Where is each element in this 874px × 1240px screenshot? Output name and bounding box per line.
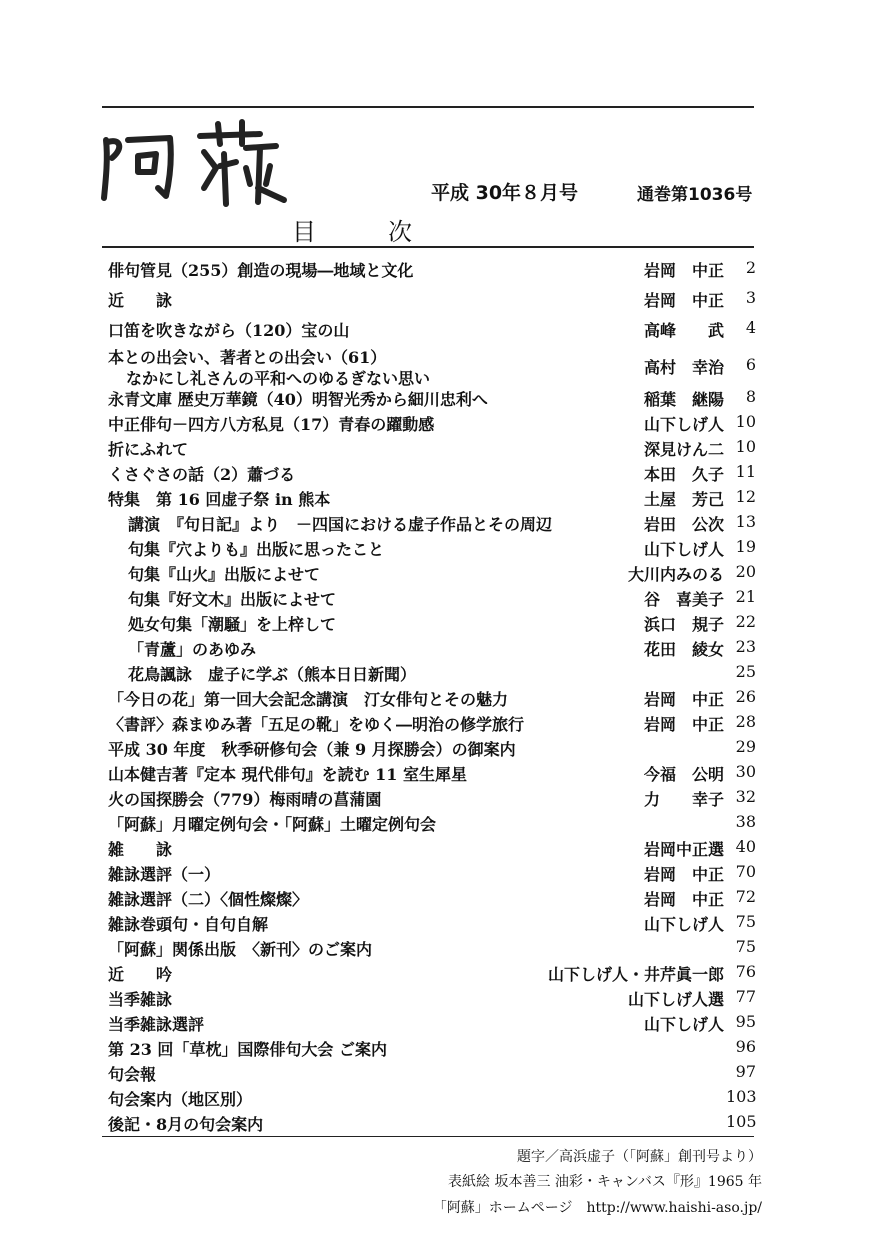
toc-title: 永青文庫 歴史万華鏡（40）明智光秀から細川忠利へ: [108, 390, 488, 409]
toc-entry: [0, 987, 874, 1011]
toc-title: くさぐさの話（2）蕭づる: [108, 465, 296, 484]
toc-page-number: 25: [735, 662, 756, 681]
toc-entry: [0, 562, 874, 586]
toc-page-number: 29: [735, 737, 756, 756]
toc-entry: [0, 288, 874, 312]
toc-author: 今福 公明: [643, 765, 724, 784]
issue-number: 通巻第1036号: [637, 185, 753, 205]
toc-entry: [0, 837, 874, 861]
journal-logo-calligraphy: [100, 118, 290, 210]
toc-page-number: 13: [735, 512, 756, 531]
toc-page-number: 2: [745, 258, 756, 277]
toc-author: 山下しげ人選: [627, 990, 724, 1009]
toc-page-number: 75: [735, 912, 756, 931]
toc-page-number: 11: [735, 462, 756, 481]
toc-page-number: 95: [735, 1012, 756, 1031]
toc-title: 「阿蘇」関係出版 〈新刊〉のご案内: [108, 940, 373, 959]
toc-title: 句会案内（地区別）: [108, 1090, 253, 1109]
toc-entry: [0, 637, 874, 661]
toc-entry: [0, 787, 874, 811]
toc-title: 後記・8月の句会案内: [108, 1115, 264, 1134]
toc-entry: [0, 1112, 874, 1136]
toc-author: 山下しげ人・井芹眞一郎: [547, 965, 724, 984]
toc-author: 高峰 武: [643, 321, 724, 340]
toc-author: 岩岡 中正: [643, 291, 724, 310]
toc-page-number: 30: [735, 762, 756, 781]
toc-page-number: 22: [735, 612, 756, 631]
toc-page-number: 3: [745, 288, 756, 307]
toc-title: 特集 第 16 回虚子祭 in 熊本: [108, 490, 331, 509]
toc-entry: [0, 887, 874, 911]
toc-page-number: 21: [735, 587, 756, 606]
issue-date: 平成 30年８月号: [431, 182, 579, 204]
toc-title: 講演 『句日記』より －四国における虚子作品とその周辺: [128, 515, 553, 534]
toc-entry: [0, 937, 874, 961]
toc-page-number: 4: [745, 318, 756, 337]
toc-author: 岩岡 中正: [643, 890, 724, 909]
toc-title: 第 23 回「草枕」国際俳句大会 ご案内: [108, 1040, 387, 1059]
toc-title: 俳句管見（255）創造の現場―地域と文化: [108, 261, 414, 280]
toc-author: 谷 喜美子: [643, 590, 724, 609]
toc-page-number: 103: [726, 1087, 757, 1106]
toc-author: 山下しげ人: [643, 915, 724, 934]
toc-title: 句集『好文木』出版によせて: [128, 590, 337, 609]
toc-entry: [0, 318, 874, 342]
toc-title: 句集『穴よりも』出版に思ったこと: [128, 540, 385, 559]
toc-title: 〈書評〉森まゆみ著「五足の靴」をゆく―明治の修学旅行: [108, 715, 525, 734]
toc-entry: [0, 1037, 874, 1061]
toc-author: 岩岡 中正: [643, 690, 724, 709]
toc-author: 岩岡 中正: [643, 715, 724, 734]
toc-page-number: 6: [745, 355, 756, 374]
toc-page-number: 97: [735, 1062, 756, 1081]
calligraphy-credit: 題字／高浜虚子（「阿蘇」創刊号より）: [517, 1149, 762, 1165]
toc-title: 「阿蘇」月曜定例句会・「阿蘇」土曜定例句会: [108, 815, 437, 834]
toc-entry: [0, 912, 874, 936]
bottom-rule: [102, 1136, 754, 1137]
toc-author: 稲葉 継陽: [643, 390, 724, 409]
toc-entry: [0, 1012, 874, 1036]
toc-author: 岩岡中正選: [643, 840, 724, 859]
toc-title: 折にふれて: [108, 440, 189, 459]
toc-author: 山下しげ人: [643, 415, 724, 434]
toc-title: 雑詠選評（二）〈個性燦燦〉: [108, 890, 309, 909]
website-credit: 「阿蘇」ホームページ http://www.haishi-aso.jp/: [432, 1200, 762, 1216]
toc-author: 花田 綾女: [643, 640, 724, 659]
toc-entry: [0, 662, 874, 686]
contents-rule: [102, 246, 754, 248]
toc-author: 力 幸子: [643, 790, 724, 809]
toc-title: 火の国探勝会（779）梅雨晴の菖蒲園: [108, 790, 382, 809]
toc-title: 当季雑詠: [108, 990, 173, 1009]
toc-author: 深見けん二: [643, 440, 724, 459]
toc-entry: [0, 762, 874, 786]
toc-subtitle: なかにし礼さんの平和へのゆるぎない思い: [126, 369, 431, 388]
toc-title: 中正俳句－四方八方私見（17）青春の躍動感: [108, 415, 435, 434]
toc-page-number: 10: [735, 412, 756, 431]
toc-entry: [0, 537, 874, 561]
toc-page-number: 75: [735, 937, 756, 956]
toc-title: 平成 30 年度 秋季研修句会（兼 9 月探勝会）の御案内: [108, 740, 516, 759]
toc-page-number: 23: [735, 637, 756, 656]
journal-logo: [100, 118, 290, 210]
toc-title: 本との出会い、著者との出会い（61）: [108, 348, 387, 367]
toc-page-number: 70: [735, 862, 756, 881]
toc-title: 句会報: [108, 1065, 157, 1084]
toc-entry: [0, 387, 874, 411]
toc-title: 口笛を吹きながら（120）宝の山: [108, 321, 350, 340]
toc-title: 花鳥諷詠 虚子に学ぶ（熊本日日新聞）: [128, 665, 417, 684]
toc-entry: [0, 412, 874, 436]
toc-page-number: 38: [735, 812, 756, 831]
toc-page-number: 10: [735, 437, 756, 456]
toc-title: 「青蘆」のあゆみ: [128, 640, 257, 659]
toc-entry: [0, 587, 874, 611]
toc-entry: [0, 862, 874, 886]
toc-entry: [0, 1087, 874, 1111]
toc-entry: [0, 1062, 874, 1086]
toc-entry: [0, 258, 874, 282]
toc-author: 本田 久子: [643, 465, 724, 484]
toc-entry: [0, 712, 874, 736]
toc-entry: [0, 487, 874, 511]
toc-author: 土屋 芳己: [643, 490, 724, 509]
toc-page-number: 12: [735, 487, 756, 506]
toc-title: 句集『山火』出版によせて: [128, 565, 321, 584]
toc-title: 山本健吉著『定本 現代俳句』を読む 11 室生犀星: [108, 765, 467, 784]
toc-page-number: 20: [735, 562, 756, 581]
toc-entry: [0, 737, 874, 761]
toc-author: 岩田 公次: [643, 515, 724, 534]
toc-page-number: 32: [735, 787, 756, 806]
toc-entry: [0, 612, 874, 636]
toc-title: 当季雑詠選評: [108, 1015, 205, 1034]
toc-author: 大川内みのる: [627, 565, 724, 584]
toc-title: 近 詠: [108, 291, 173, 310]
toc-entry: [0, 962, 874, 986]
toc-title: 「今日の花」第一回大会記念講演 汀女俳句とその魅力: [108, 690, 509, 709]
toc-title: 雑 詠: [108, 840, 173, 859]
toc-title: 雑詠巻頭句・自句自解: [108, 915, 269, 934]
toc-entry: [0, 812, 874, 836]
toc-entry: [0, 345, 874, 388]
toc-page-number: 76: [735, 962, 756, 981]
toc-entry: [0, 437, 874, 461]
toc-author: 高村 幸治: [643, 358, 724, 377]
toc-title: 近 吟: [108, 965, 173, 984]
toc-page-number: 28: [735, 712, 756, 731]
contents-heading: 目 次: [292, 218, 436, 246]
toc-author: 岩岡 中正: [643, 261, 724, 280]
top-rule: [102, 106, 754, 108]
toc-title: 処女句集「潮騒」を上梓して: [128, 615, 337, 634]
toc-page-number: 40: [735, 837, 756, 856]
toc-page-number: 72: [735, 887, 756, 906]
toc-page-number: 77: [735, 987, 756, 1006]
toc-page-number: 8: [745, 387, 756, 406]
toc-page-number: 26: [735, 687, 756, 706]
toc-page-number: 96: [735, 1037, 756, 1056]
toc-entry: [0, 512, 874, 536]
toc-author: 山下しげ人: [643, 1015, 724, 1034]
toc-author: 岩岡 中正: [643, 865, 724, 884]
cover-credit: 表紙絵 坂本善三 油彩・キャンバス『形』1965 年: [448, 1174, 762, 1190]
toc-page-number: 19: [735, 537, 756, 556]
toc-author: 山下しげ人: [643, 540, 724, 559]
toc-entry: [0, 462, 874, 486]
toc-title: 雑詠選評（一）: [108, 865, 221, 884]
toc-author: 浜口 規子: [643, 615, 724, 634]
toc-page-number: 105: [726, 1112, 757, 1131]
toc-entry: [0, 687, 874, 711]
